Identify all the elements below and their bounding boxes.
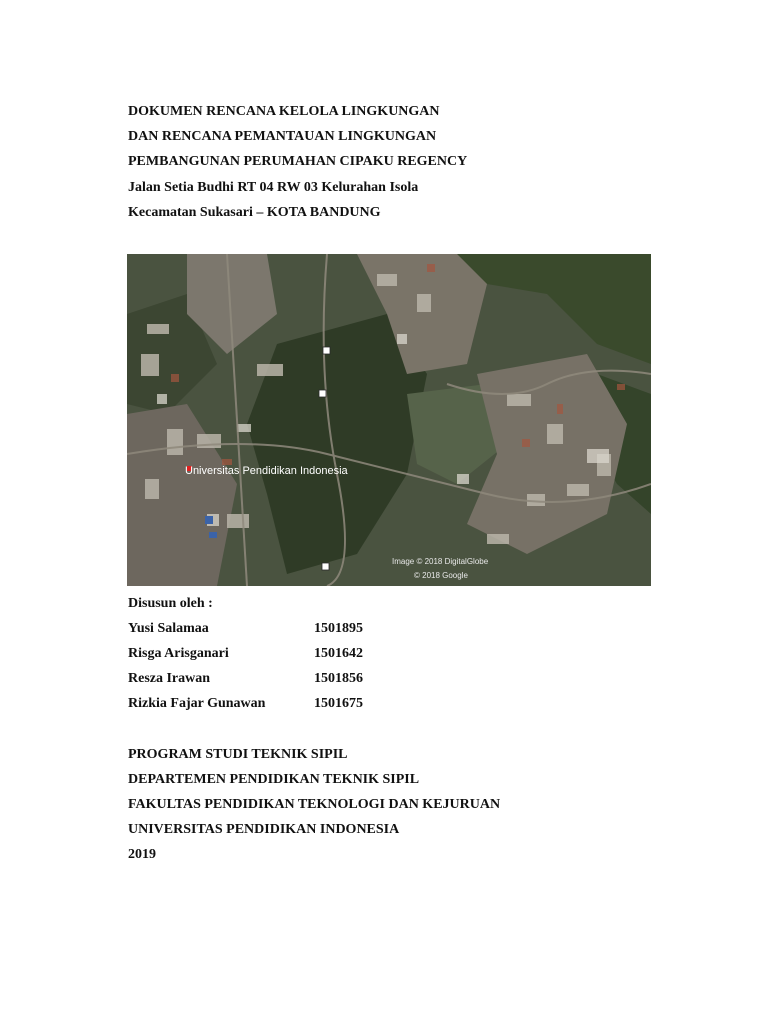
district-line: Kecamatan Sukasari – KOTA BANDUNG	[128, 205, 381, 220]
place-label: Universitas Pendidikan Indonesia	[185, 465, 348, 477]
faculty: FAKULTAS PENDIDIKAN TEKNOLOGI DAN KEJURUAN	[128, 797, 501, 812]
title-line-2: DAN RENCANA PEMANTAUAN LINGKUNGAN	[128, 129, 437, 144]
title-line-3: PEMBANGUNAN PERUMAHAN CIPAKU REGENCY	[128, 154, 468, 169]
author-nim: 1501675	[314, 696, 363, 711]
authors-heading: Disusun oleh :	[128, 596, 213, 611]
title-line-1: DOKUMEN RENCANA KELOLA LINGKUNGAN	[128, 104, 440, 119]
satellite-map-image	[127, 254, 651, 586]
address-line: Jalan Setia Budhi RT 04 RW 03 Kelurahan Isola	[128, 180, 419, 195]
author-name: Yusi Salamaa	[128, 621, 209, 636]
university: UNIVERSITAS PENDIDIKAN INDONESIA	[128, 822, 400, 837]
author-nim: 1501856	[314, 671, 363, 686]
imagery-credit: Image © 2018 DigitalGlobe	[392, 557, 489, 566]
study-program: PROGRAM STUDI TEKNIK SIPIL	[128, 747, 348, 762]
author-name: Rizkia Fajar Gunawan	[128, 696, 266, 711]
department: DEPARTEMEN PENDIDIKAN TEKNIK SIPIL	[128, 772, 420, 787]
author-nim: 1501895	[314, 621, 363, 636]
google-credit: © 2018 Google	[414, 571, 468, 580]
author-nim: 1501642	[314, 646, 363, 661]
author-name: Risga Arisganari	[128, 646, 229, 661]
author-name: Resza Irawan	[128, 671, 211, 686]
year: 2019	[128, 847, 156, 862]
